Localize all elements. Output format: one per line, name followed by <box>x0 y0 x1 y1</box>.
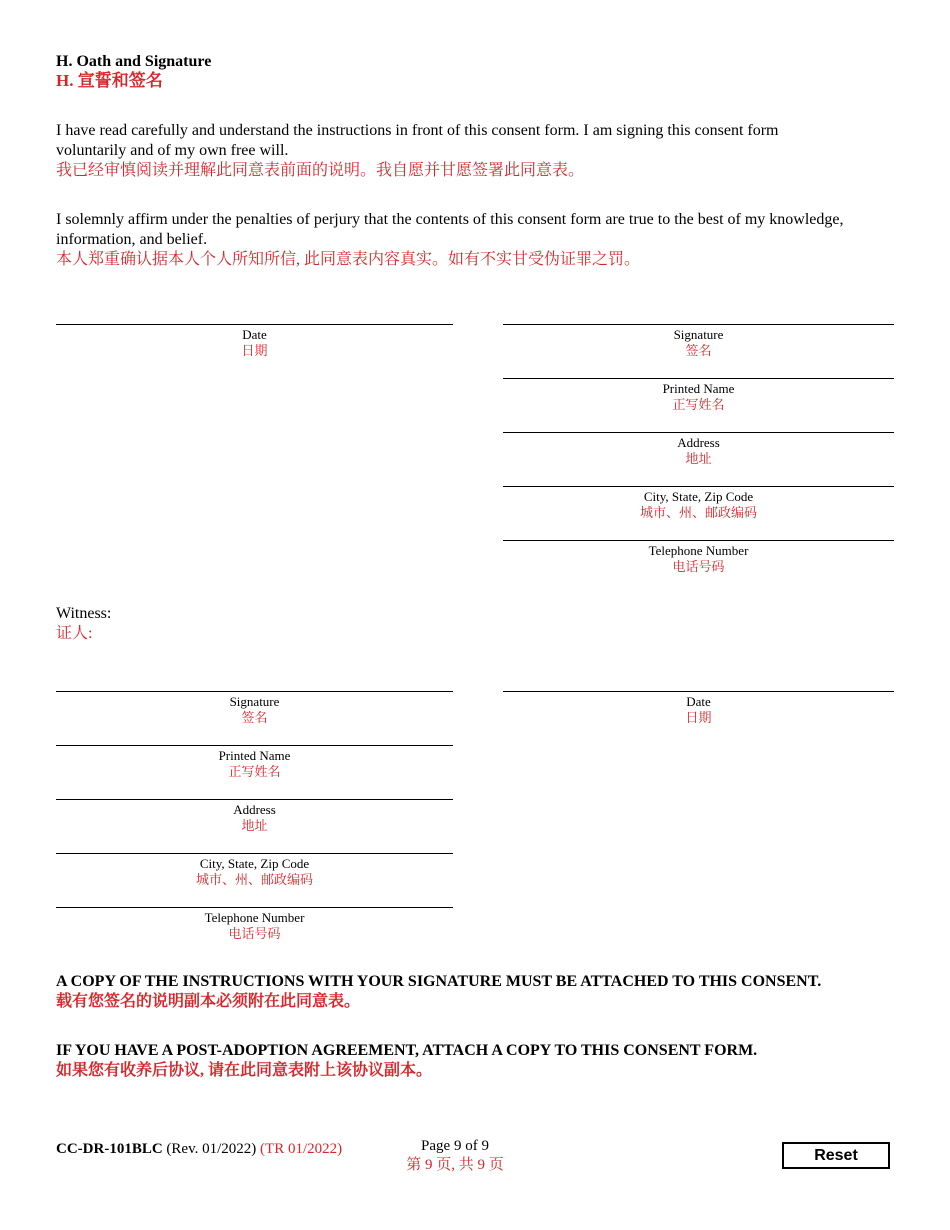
signature-copy-notice-zh: 载有您签名的说明副本必须附在此同意表。 <box>56 993 361 1010</box>
section-title <box>56 52 211 90</box>
witness-label-en: Witness: <box>56 605 112 622</box>
field-label-zh: 正写姓名 <box>672 397 725 412</box>
field-label-zh: 地址 <box>685 451 712 466</box>
witness-signature-field[interactable] <box>56 691 453 726</box>
post-adoption-notice <box>56 1041 916 1081</box>
field-label: Date <box>686 694 711 709</box>
signature-copy-notice <box>56 972 916 1012</box>
perjury-affirmation <box>56 210 846 270</box>
perjury-affirmation-zh: 本人郑重确认据本人个人所知所信, 此同意表内容真实。如有不实甘受伪证罪之罚。 <box>56 251 641 268</box>
instructions-statement-en: I have read carefully and understand the instructions in front of this consent form. I am signing this consent form voluntarily and of my own free will. <box>56 122 779 159</box>
section-title-zh: H. 宣誓和签名 <box>56 71 163 90</box>
witness-telephone-field[interactable] <box>56 907 453 942</box>
signer-address-field[interactable] <box>503 432 894 467</box>
witness-label <box>56 604 111 644</box>
field-label: Printed Name <box>218 748 291 763</box>
field-label-zh: 签名 <box>241 710 268 725</box>
field-label-zh: 地址 <box>241 818 268 833</box>
witness-city-state-zip-field[interactable] <box>56 853 453 888</box>
field-label: City, State, Zip Code <box>643 489 754 504</box>
form-code: CC-DR-101BLC <box>56 1141 163 1157</box>
field-label: Date <box>242 327 267 342</box>
translation-revision: (TR 01/2022) <box>260 1141 343 1157</box>
field-label: Printed Name <box>662 381 735 396</box>
perjury-affirmation-en: I solemnly affirm under the penalties of perjury that the contents of this consent form are true to the best of my knowledge, information, and belief. <box>56 211 844 248</box>
field-label-zh: 签名 <box>685 343 712 358</box>
page-number <box>380 1137 530 1175</box>
field-label: Telephone Number <box>204 910 305 925</box>
signer-signature-field[interactable] <box>503 324 894 359</box>
field-label-zh: 日期 <box>241 343 268 358</box>
instructions-statement-zh: 我已经审慎阅读并理解此同意表前面的说明。我自愿并甘愿签署此同意表。 <box>56 162 585 179</box>
field-label: Telephone Number <box>648 543 749 558</box>
field-label-zh: 正写姓名 <box>228 764 281 779</box>
field-label-zh: 城市、州、邮政编码 <box>639 505 757 520</box>
signer-date-field[interactable] <box>56 324 453 359</box>
post-adoption-notice-zh: 如果您有收养后协议, 请在此同意表附上该协议副本。 <box>56 1062 433 1079</box>
witness-date-field[interactable] <box>503 691 894 726</box>
field-label: Address <box>233 802 276 817</box>
section-title-en: H. Oath and Signature <box>56 53 212 70</box>
signer-telephone-field[interactable] <box>503 540 894 575</box>
field-label-zh: 城市、州、邮政编码 <box>195 872 313 887</box>
field-label-zh: 电话号码 <box>228 926 281 941</box>
form-revision: (Rev. 01/2022) <box>166 1141 257 1157</box>
field-label: Address <box>677 435 720 450</box>
instructions-statement <box>56 121 846 181</box>
page-number-zh: 第 9 页, 共 9 页 <box>406 1157 504 1173</box>
field-label-zh: 日期 <box>685 710 712 725</box>
signature-copy-notice-en: A COPY OF THE INSTRUCTIONS WITH YOUR SIGNATURE MUST BE ATTACHED TO THIS CONSENT. <box>56 973 822 990</box>
witness-label-zh: 证人: <box>56 625 93 642</box>
form-identifier <box>56 1140 342 1158</box>
field-label: City, State, Zip Code <box>199 856 310 871</box>
field-label: Signature <box>673 327 724 342</box>
witness-address-field[interactable] <box>56 799 453 834</box>
page-number-en: Page 9 of 9 <box>421 1138 489 1154</box>
signer-printed-name-field[interactable] <box>503 378 894 413</box>
post-adoption-notice-en: IF YOU HAVE A POST-ADOPTION AGREEMENT, ATTACH A COPY TO THIS CONSENT FORM. <box>56 1042 758 1059</box>
reset-button[interactable]: Reset <box>782 1142 890 1169</box>
field-label-zh: 电话号码 <box>672 559 725 574</box>
field-label: Signature <box>229 694 280 709</box>
witness-printed-name-field[interactable] <box>56 745 453 780</box>
signer-city-state-zip-field[interactable] <box>503 486 894 521</box>
